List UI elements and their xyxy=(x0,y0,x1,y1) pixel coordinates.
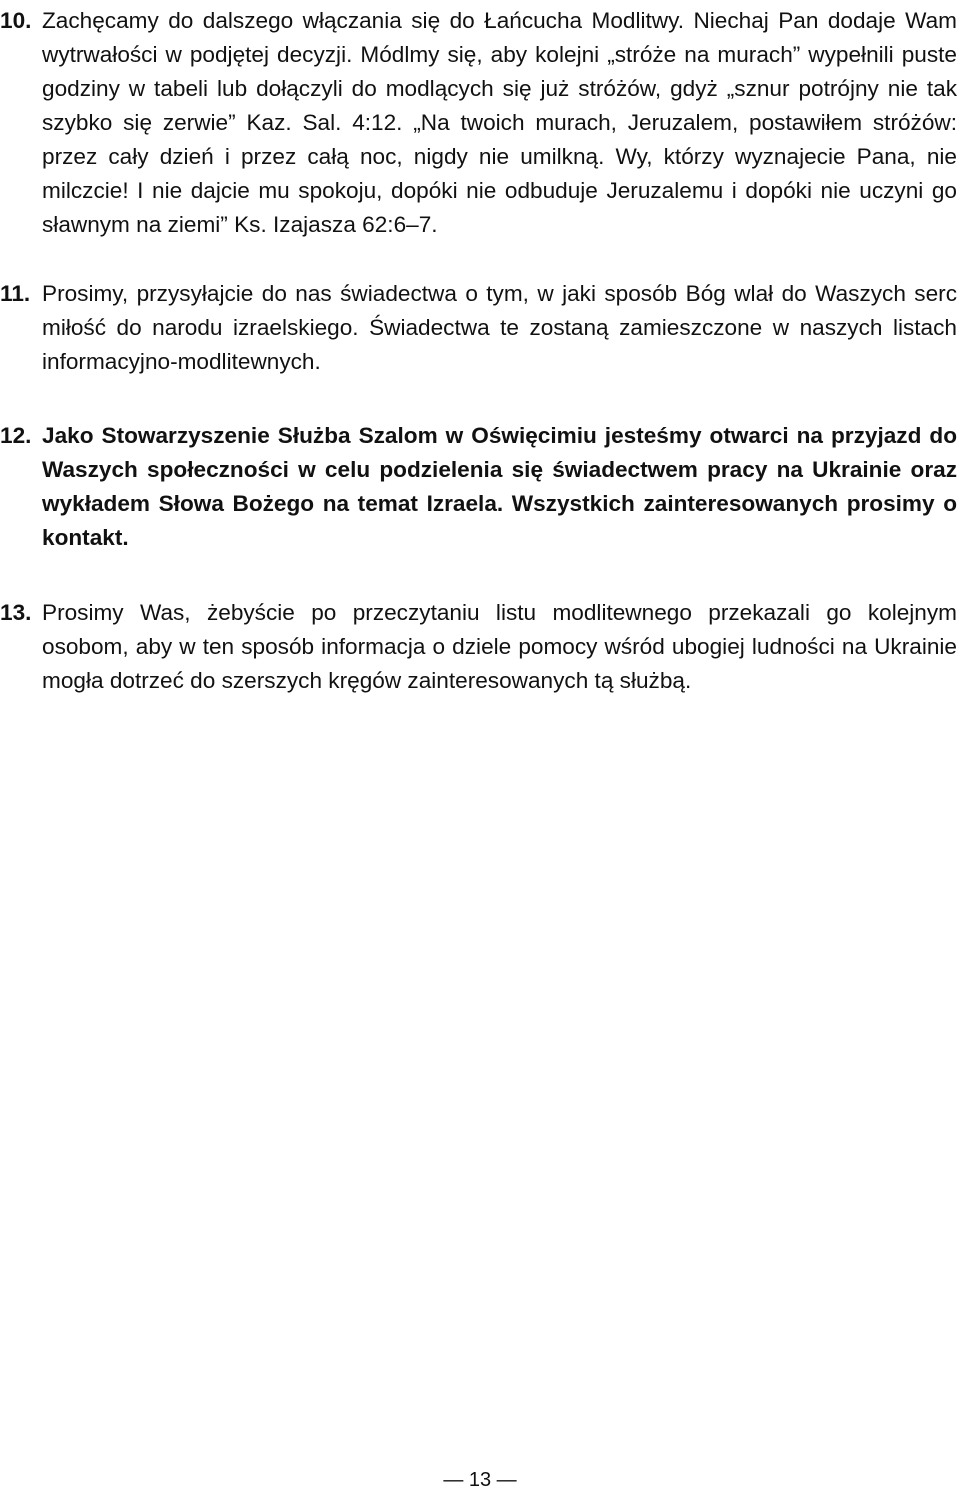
list-item xyxy=(0,4,957,242)
list-item xyxy=(0,419,957,555)
item-number: 12. xyxy=(0,423,32,448)
list-item xyxy=(0,596,957,698)
item-number: 13. xyxy=(0,600,32,625)
page-number: — 13 — xyxy=(443,1469,517,1491)
item-text: Zachęcamy do dalszego włączania się do Łańcucha Modlitwy. Niechaj Pan dodaje Wam wytrwałości w podjętej decyzji. Módlmy się, aby kolejni „stróże na murach” wypełnili puste godziny w tabeli lub dołączyli do modlących się już stróżów, gdyż „sznur potrójny nie tak szybko się zerwie” Kaz. Sal. 4:12. „Na twoich murach, Jeruzalem, postawiłem stróżów: przez cały dzień i przez całą noc, nigdy nie umilkną. Wy, którzy wyznajecie Pana, nie milczcie! I nie dajcie mu spokoju, dopóki nie odbuduje Jeruzalemu i dopóki nie uczyni go sławnym na ziemi” Ks. Izajasza 62:6–7. xyxy=(42,8,957,237)
item-number: 10. xyxy=(0,8,32,33)
item-text: Jako Stowarzyszenie Służba Szalom w Oświęcimiu jesteśmy otwarci na przyjazd do Waszych społeczności w celu podzielenia się świadectwem pracy na Ukrainie oraz wykładem Słowa Bożego na temat Izraela. Wszystkich zainteresowanych prosimy o kontakt. xyxy=(42,423,957,550)
list-item xyxy=(0,277,957,379)
item-number: 11. xyxy=(0,281,31,306)
item-text: Prosimy Was, żebyście po przeczytaniu listu modlitewnego przekazali go kolejnym osobom, aby w ten sposób informacja o dziele pomocy wśród ubogiej ludności na Ukrainie mogła dotrzeć do szerszych kręgów zainteresowanych tą służbą. xyxy=(42,600,957,693)
item-text: Prosimy, przysyłajcie do nas świadectwa o tym, w jaki sposób Bóg wlał do Waszych serc miłość do narodu izraelskiego. Świadectwa te zostaną zamieszczone w naszych listach informacyjno-modlitewnych. xyxy=(42,281,957,374)
